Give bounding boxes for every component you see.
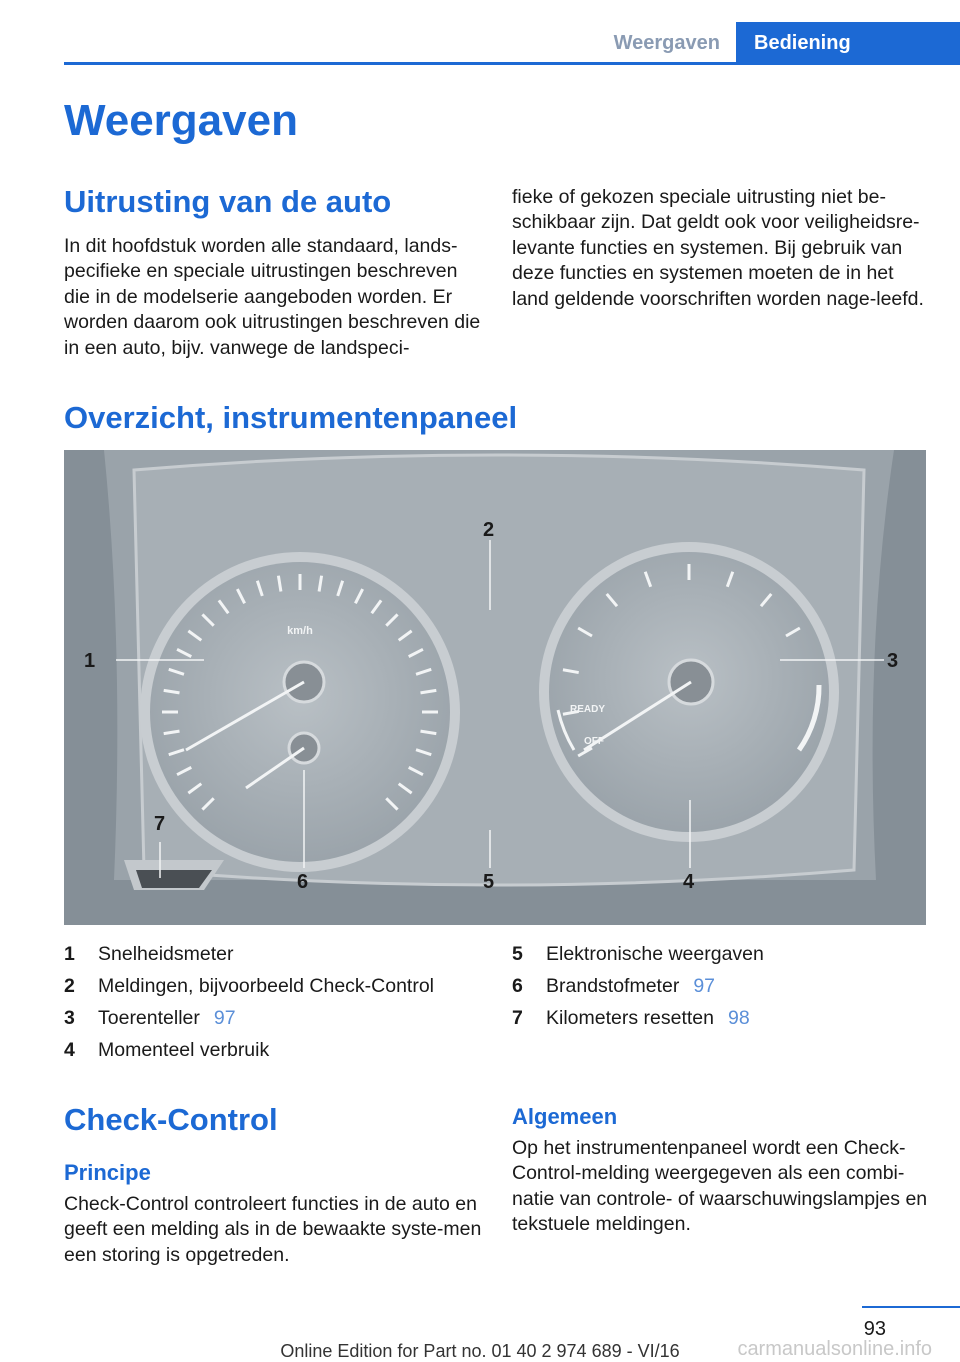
page-title: Weergaven bbox=[64, 96, 298, 145]
legend-label: Momenteel verbruik bbox=[98, 1038, 270, 1061]
speedometer-dial bbox=[150, 562, 450, 862]
legend-label: Elektronische weergaven bbox=[546, 942, 764, 965]
callout-7: 7 bbox=[154, 813, 166, 835]
legend-item bbox=[512, 1002, 932, 1034]
legend-number: 1 bbox=[64, 942, 75, 965]
ready-label: READY bbox=[570, 704, 606, 715]
legend-number: 3 bbox=[64, 1006, 75, 1029]
legend-label: Meldingen, bijvoorbeeld Check-Control bbox=[98, 974, 435, 997]
legend-label: Snelheidsmeter bbox=[98, 942, 234, 965]
header-section-tab[interactable]: Weergaven bbox=[613, 32, 720, 54]
legend-number: 7 bbox=[512, 1006, 523, 1029]
legend-number: 5 bbox=[512, 942, 523, 965]
callout-3: 3 bbox=[887, 650, 899, 672]
legend-left bbox=[64, 938, 484, 1066]
subheading-principe: Principe bbox=[64, 1160, 151, 1185]
section-heading-overzicht: Overzicht, instrumentenpaneel bbox=[64, 400, 518, 435]
uitrusting-text-left: In dit hoofdstuk worden alle standaard, lands-pecifieke en speciale uitrustingen beschreven die in de modelserie aangeboden worden. Er worden daarom ook uitrustingen beschreven die in een auto, bijv. vanwege de landspeci- bbox=[64, 235, 481, 359]
section-heading-uitrusting: Uitrusting van de auto bbox=[64, 184, 392, 219]
legend-page-ref[interactable]: 97 bbox=[693, 974, 716, 997]
callout-4: 4 bbox=[683, 871, 695, 893]
footer-edition: Online Edition for Part no. 01 40 2 974 689 - VI/16 bbox=[280, 1341, 680, 1361]
section-heading-check-control: Check-Control bbox=[64, 1102, 278, 1137]
legend-number: 6 bbox=[512, 974, 523, 997]
principe-text: Check-Control controleert functies in de auto en geeft een melding als in de bewaakte syste-men een storing is opgetreden. bbox=[64, 1193, 482, 1266]
legend-right bbox=[512, 938, 932, 1034]
legend-number: 4 bbox=[64, 1038, 75, 1061]
legend-label: Kilometers resetten bbox=[546, 1006, 714, 1029]
speedometer-unit-label: km/h bbox=[287, 625, 313, 637]
page-number-rule bbox=[862, 1306, 960, 1308]
legend-item bbox=[64, 938, 484, 970]
legend-label: Toerenteller bbox=[98, 1006, 200, 1029]
legend-number: 2 bbox=[64, 974, 75, 997]
instrument-panel-figure bbox=[64, 450, 926, 925]
off-label: OFF bbox=[584, 736, 604, 747]
callout-1: 1 bbox=[84, 650, 96, 672]
header-chapter-tab[interactable]: Bediening bbox=[736, 22, 960, 62]
legend-item bbox=[64, 970, 484, 1002]
legend-item bbox=[512, 970, 932, 1002]
uitrusting-text-right: fieke of gekozen speciale uitrusting niet be-schikbaar zijn. Dat geldt ook voor veiligheidsre-levante functies en systemen. Bij gebruik van deze functies en systemen moeten de in het land geldende voorschriften worden nage-leefd. bbox=[512, 186, 924, 310]
instrument-panel-illustration bbox=[64, 450, 926, 925]
legend-page-ref[interactable]: 97 bbox=[213, 1006, 236, 1029]
page-number: 93 bbox=[863, 1318, 886, 1340]
legend-item bbox=[512, 938, 932, 970]
legend-label: Brandstofmeter bbox=[546, 974, 680, 997]
callout-5: 5 bbox=[483, 871, 495, 893]
legend-item bbox=[64, 1002, 484, 1034]
watermark: carmanualsonline.info bbox=[737, 1338, 932, 1360]
legend-item bbox=[64, 1034, 484, 1066]
subheading-algemeen: Algemeen bbox=[512, 1104, 618, 1129]
callout-6: 6 bbox=[297, 871, 309, 893]
callout-2: 2 bbox=[483, 519, 495, 541]
header-bar bbox=[64, 22, 960, 65]
algemeen-text: Op het instrumentenpaneel wordt een Check-Control-melding weergegeven als een combi-natie van controle- of waarschuwingslampjes en tekstuele meldingen. bbox=[512, 1137, 928, 1236]
legend-page-ref[interactable]: 98 bbox=[728, 1006, 750, 1029]
